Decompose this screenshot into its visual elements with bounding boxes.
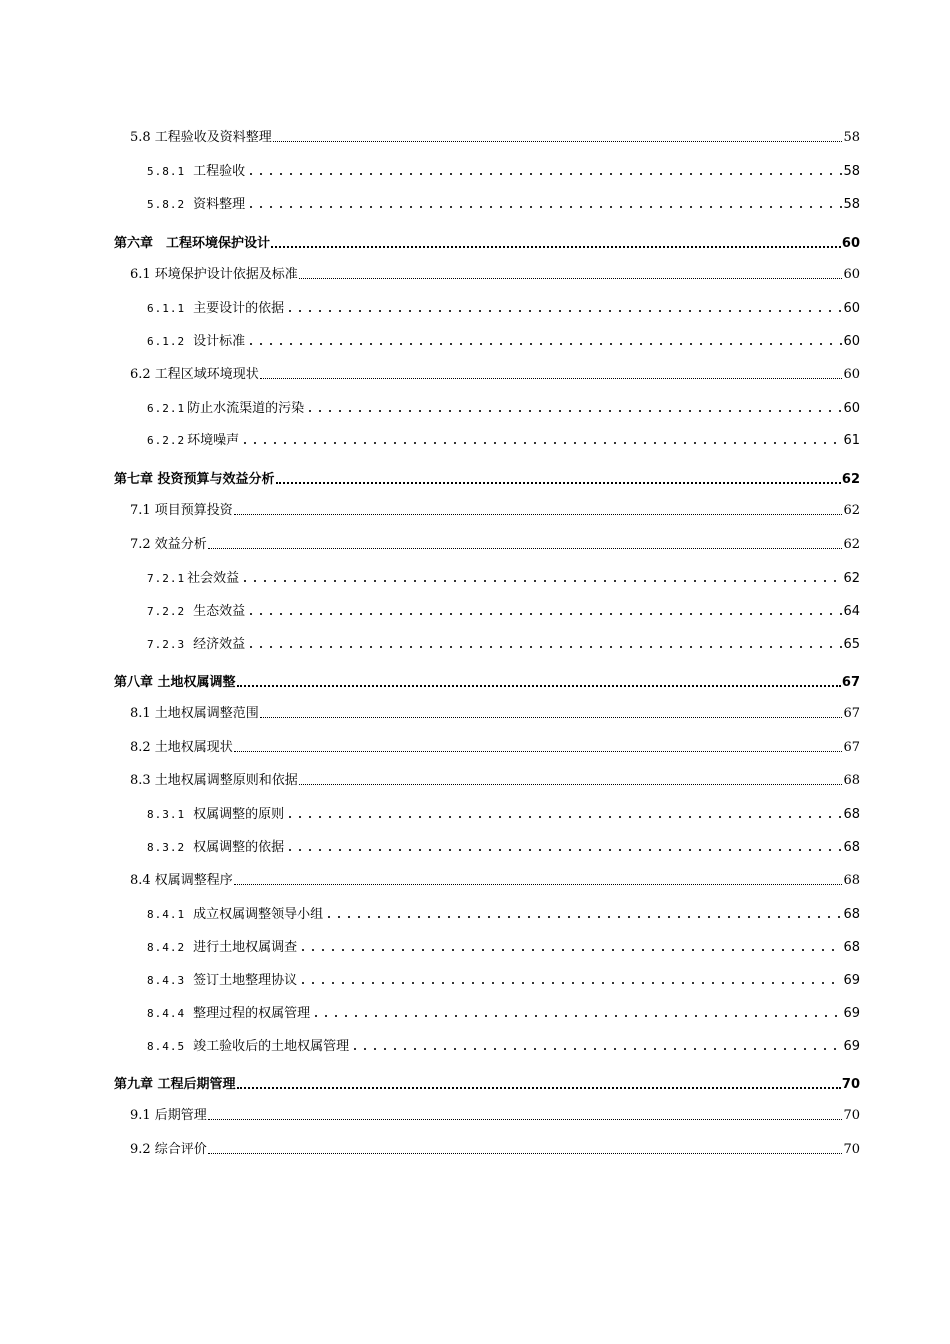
dot-leader: [237, 1087, 841, 1089]
toc-entry-page-number: 60: [843, 401, 860, 416]
toc-entry-label: [147, 1002, 310, 1021]
toc-entry-number: 6.1.1: [147, 302, 186, 315]
toc-entry-page-number: 68: [843, 940, 860, 955]
toc-entry[interactable]: [147, 159, 860, 179]
toc-entry-number: 5.8.1: [147, 165, 186, 178]
toc-entry[interactable]: [147, 902, 860, 922]
toc-entry-page-number: 62: [841, 472, 860, 487]
toc-entry-page-number: 69: [843, 973, 860, 988]
dot-leader: [237, 685, 841, 687]
toc-entry-title: 6.2 工程区域环境现状: [130, 367, 259, 382]
toc-entry-page-number: 60: [841, 236, 860, 251]
toc-entry-label: [130, 363, 259, 382]
dot-leader: [234, 884, 843, 885]
toc-entry-title: 社会效益: [187, 571, 240, 586]
toc-entry-title: 成立权属调整领导小组: [193, 907, 324, 922]
toc-entry-page-number: 62: [843, 571, 860, 586]
toc-entry[interactable]: [114, 231, 860, 251]
toc-entry-number: 8.3.1: [147, 808, 186, 821]
toc-entry-page-number: 65: [843, 637, 860, 652]
toc-entry-label: [114, 1073, 236, 1092]
toc-entry-title: 第八章 土地权属调整: [114, 675, 236, 690]
dot-leader: [299, 278, 843, 279]
toc-entry-page-number: 69: [843, 1039, 860, 1054]
toc-entry-label: [147, 397, 304, 416]
dot-leader: [276, 482, 841, 484]
toc-entry-label: [130, 533, 207, 552]
dot-leader: [240, 442, 842, 444]
dot-leader: [271, 246, 841, 248]
toc-entry-title: 9.2 综合评价: [130, 1142, 207, 1157]
toc-entry-page-number: 61: [843, 433, 860, 448]
dot-leader: [240, 580, 842, 582]
dot-leader: [311, 1015, 842, 1017]
toc-entry[interactable]: [147, 1034, 860, 1054]
toc-entry-title: 竣工验收后的土地权属管理: [193, 1039, 350, 1054]
toc-entry[interactable]: [147, 428, 860, 448]
toc-entry-page-number: 67: [841, 675, 860, 690]
toc-entry[interactable]: [130, 768, 860, 788]
toc-entry-page-number: 60: [843, 367, 860, 382]
toc-entry-page-number: 58: [843, 164, 860, 179]
toc-entry-page-number: 68: [843, 907, 860, 922]
toc-entry-number: 6.2.1: [147, 402, 186, 415]
dot-leader: [285, 849, 842, 851]
toc-entry-title: 8.4 权属调整程序: [130, 873, 233, 888]
dot-leader: [299, 784, 843, 785]
toc-entry[interactable]: [147, 835, 860, 855]
dot-leader: [305, 410, 842, 412]
toc-entry-page-number: 58: [843, 130, 860, 145]
dot-leader: [246, 613, 842, 615]
toc-entry-page-number: 58: [843, 197, 860, 212]
dot-leader: [285, 310, 842, 312]
toc-entry-number: 7.2.1: [147, 572, 186, 585]
toc-entry-label: [130, 263, 298, 282]
dot-leader: [246, 206, 842, 208]
toc-entry[interactable]: [147, 968, 860, 988]
toc-entry-title: 经济效益: [193, 637, 246, 652]
toc-entry-title: 8.2 土地权属现状: [130, 740, 233, 755]
toc-entry[interactable]: [147, 632, 860, 652]
toc-entry[interactable]: [130, 125, 860, 145]
toc-entry-page-number: 70: [843, 1142, 860, 1157]
toc-entry-title: 签订土地整理协议: [193, 973, 298, 988]
toc-entry-title: 8.3 土地权属调整原则和依据: [130, 773, 298, 788]
toc-entry-label: [147, 803, 284, 822]
toc-entry-page-number: 69: [843, 1006, 860, 1021]
dot-leader: [260, 378, 843, 379]
toc-entry[interactable]: [130, 868, 860, 888]
toc-entry-title: 8.1 土地权属调整范围: [130, 706, 259, 721]
toc-entry-label: [147, 297, 284, 316]
toc-entry-label: [130, 499, 233, 518]
toc-entry-label: [114, 232, 270, 251]
toc-entry-page-number: 60: [843, 267, 860, 282]
toc-entry-page-number: 70: [843, 1108, 860, 1123]
toc-entry-page-number: 68: [843, 773, 860, 788]
toc-entry-page-number: 68: [843, 873, 860, 888]
toc-entry-title: 设计标准: [193, 334, 246, 349]
toc-entry-title: 资料整理: [193, 197, 246, 212]
toc-entry[interactable]: [130, 498, 860, 518]
toc-entry[interactable]: [130, 362, 860, 382]
toc-entry-page-number: 68: [843, 807, 860, 822]
dot-leader: [246, 343, 842, 345]
toc-entry-title: 5.8 工程验收及资料整理: [130, 130, 272, 145]
dot-leader: [260, 717, 843, 718]
dot-leader: [324, 916, 842, 918]
toc-entry-number: 7.2.3: [147, 638, 186, 651]
toc-entry-page-number: 60: [843, 334, 860, 349]
toc-entry-label: [130, 1138, 207, 1157]
toc-entry-title: 6.1 环境保护设计依据及标准: [130, 267, 298, 282]
dot-leader: [246, 646, 842, 648]
toc-entry-label: [130, 126, 272, 145]
toc-entry-page-number: 60: [843, 301, 860, 316]
toc-entry-page-number: 68: [843, 840, 860, 855]
toc-entry-label: [147, 330, 245, 349]
dot-leader: [350, 1048, 842, 1050]
toc-entry[interactable]: [147, 296, 860, 316]
toc-entry-label: [147, 600, 245, 619]
toc-entry-label: [147, 936, 297, 955]
toc-entry[interactable]: [130, 532, 860, 552]
toc-entry-number: 6.1.2: [147, 335, 186, 348]
toc-entry-label: [130, 769, 298, 788]
toc-entry-label: [130, 736, 233, 755]
toc-entry-number: 8.3.2: [147, 841, 186, 854]
toc-entry-number: 8.4.1: [147, 908, 186, 921]
dot-leader: [285, 816, 842, 818]
toc-entry[interactable]: [147, 1001, 860, 1021]
toc-entry-number: 8.4.4: [147, 1007, 186, 1020]
toc-entry-label: [147, 633, 245, 652]
toc-entry[interactable]: [147, 802, 860, 822]
dot-leader: [208, 548, 843, 549]
toc-entry-number: 5.8.2: [147, 198, 186, 211]
toc-entry-title: 第六章 工程环境保护设计: [114, 236, 271, 251]
toc-entry-title: 整理过程的权属管理: [193, 1006, 311, 1021]
toc-entry-page-number: 64: [843, 604, 860, 619]
toc-entry-title: 防止水流渠道的污染: [187, 401, 305, 416]
toc-entry-title: 主要设计的依据: [193, 301, 285, 316]
toc-entry-page-number: 67: [843, 740, 860, 755]
toc-entry[interactable]: [130, 701, 860, 721]
toc-entry[interactable]: [147, 566, 860, 586]
toc-entry-label: [130, 702, 259, 721]
toc-entry-title: 第七章 投资预算与效益分析: [114, 472, 275, 487]
toc-entry[interactable]: [130, 1103, 860, 1123]
toc-entry-title: 第九章 工程后期管理: [114, 1077, 236, 1092]
toc-entry[interactable]: [147, 192, 860, 212]
toc-entry[interactable]: [147, 329, 860, 349]
dot-leader: [273, 141, 843, 142]
toc-entry[interactable]: [130, 262, 860, 282]
toc-entry-label: [114, 671, 236, 690]
toc-entry-page-number: 62: [843, 537, 860, 552]
toc-entry-label: [147, 429, 239, 448]
toc-entry[interactable]: [147, 935, 860, 955]
toc-entry-label: [130, 1104, 207, 1123]
dot-leader: [298, 949, 842, 951]
toc-entry[interactable]: [130, 1137, 860, 1157]
toc-entry-label: [147, 193, 245, 212]
toc-entry-number: 6.2.2: [147, 434, 186, 447]
toc-entry-label: [147, 969, 297, 988]
toc-entry[interactable]: [130, 735, 860, 755]
dot-leader: [246, 173, 842, 175]
toc-entry-label: [147, 567, 239, 586]
toc-entry-page-number: 67: [843, 706, 860, 721]
toc-entry[interactable]: [147, 599, 860, 619]
dot-leader: [298, 982, 842, 984]
toc-entry-number: 7.2.2: [147, 605, 186, 618]
toc-entry-title: 7.1 项目预算投资: [130, 503, 233, 518]
toc-entry-title: 9.1 后期管理: [130, 1108, 207, 1123]
toc-entry-title: 权属调整的依据: [193, 840, 285, 855]
toc-entry[interactable]: [114, 670, 860, 690]
toc-entry-title: 权属调整的原则: [193, 807, 285, 822]
toc-entry-title: 生态效益: [193, 604, 246, 619]
toc-entry-number: 8.4.3: [147, 974, 186, 987]
toc-entry[interactable]: [114, 1072, 860, 1092]
toc-entry-title: 工程验收: [193, 164, 246, 179]
toc-entry[interactable]: [147, 396, 860, 416]
toc-entry-number: 8.4.5: [147, 1040, 186, 1053]
toc-entry-label: [114, 468, 275, 487]
toc-entry-label: [130, 869, 233, 888]
toc-entry-title: 7.2 效益分析: [130, 537, 207, 552]
dot-leader: [234, 751, 843, 752]
toc-entry[interactable]: [114, 467, 860, 487]
dot-leader: [208, 1153, 843, 1154]
toc-entry-number: 8.4.2: [147, 941, 186, 954]
toc-entry-page-number: 70: [841, 1077, 860, 1092]
toc-entry-page-number: 62: [843, 503, 860, 518]
toc-entry-label: [147, 903, 323, 922]
dot-leader: [208, 1119, 843, 1120]
toc-entry-label: [147, 1035, 349, 1054]
toc-entry-label: [147, 160, 245, 179]
toc-entry-title: 进行土地权属调查: [193, 940, 298, 955]
toc-entry-label: [147, 836, 284, 855]
dot-leader: [234, 514, 843, 515]
toc-entry-title: 环境噪声: [187, 433, 240, 448]
